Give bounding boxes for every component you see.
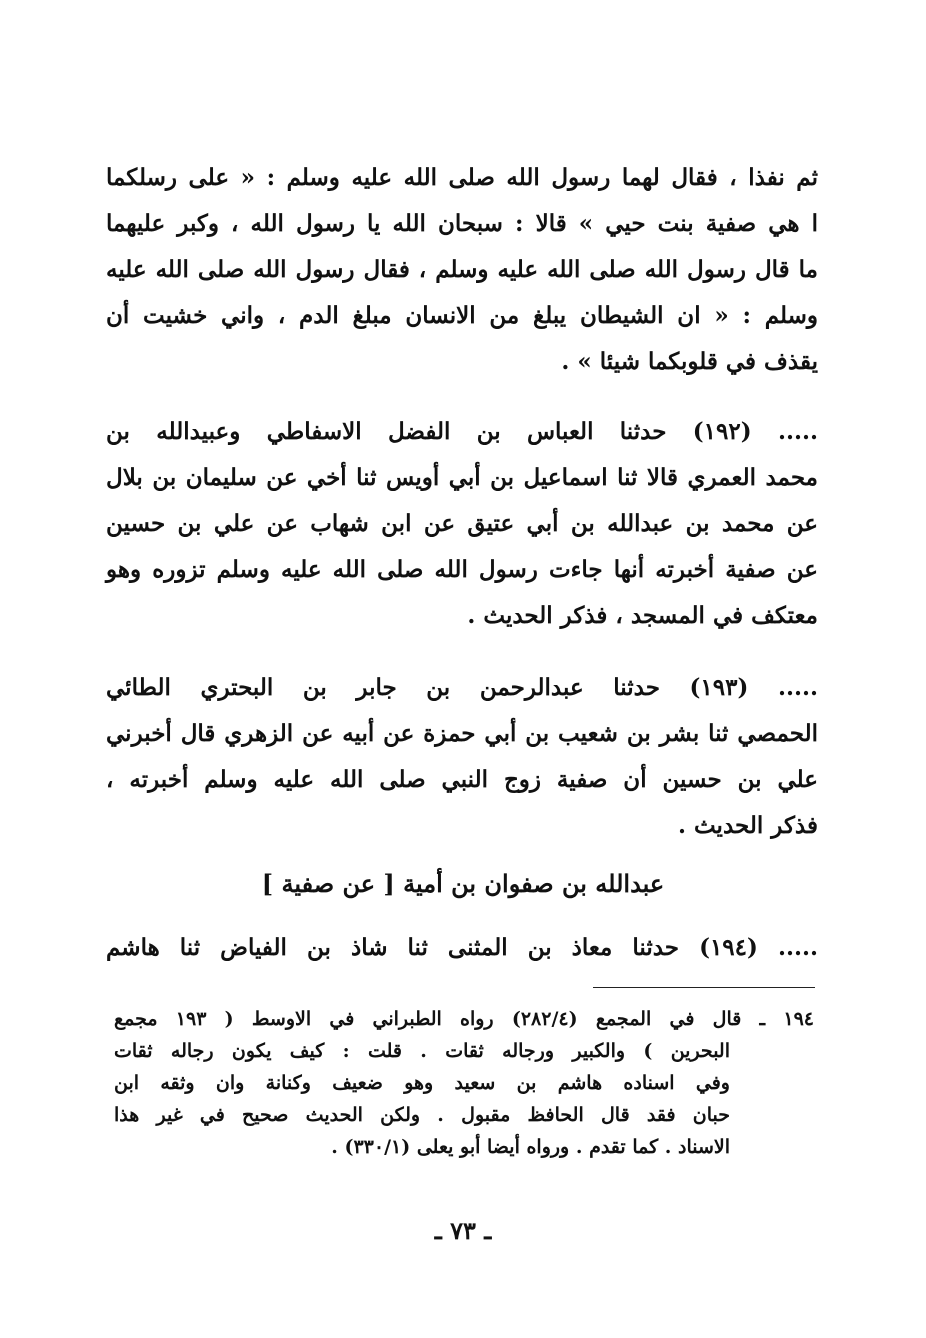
text-line: ما قال رسول الله صلى الله عليه وسلم ، فقال رسول الله صلى الله عليه bbox=[106, 256, 818, 283]
text-line: ثم نفذا ، فقال لهما رسول الله صلى الله عليه وسلم : « على رسلكما bbox=[106, 164, 818, 191]
footnote-line: وفي اسناده هاشم بن سعيد وهو ضعيف وكنانة وان وثقه ابن bbox=[114, 1072, 730, 1094]
text-line: يقذف في قلوبكما شيئا » . bbox=[561, 348, 818, 375]
footnote-line: البحرين ) والكبير ورجاله ثقات . قلت : كيف يكون رجاله ثقات bbox=[114, 1040, 730, 1062]
footnote-line: ١٩٤ ـ قال في المجمع (٢٨٢/٤) رواه الطبراني في الاوسط ( ١٩٣ مجمع bbox=[114, 1008, 814, 1030]
text-line: علي بن حسين أن صفية زوج النبي صلى الله عليه وسلم أخبرته ، bbox=[106, 766, 818, 793]
section-heading: عبدالله بن صفوان بن أمية [ عن صفية ] bbox=[261, 869, 665, 898]
text-line: وسلم : « ان الشيطان يبلغ من الانسان مبلغ الدم ، واني خشيت أن bbox=[106, 302, 818, 329]
text-line: ..... (١٩٢) حدثنا العباس بن الفضل الاسفاطي وعبيدالله بن bbox=[106, 418, 818, 445]
page-number: ـ ٧٣ ـ bbox=[434, 1216, 492, 1245]
footnote-line: الاسناد . كما تقدم . ورواه أيضا أبو يعلى (٣٣٠/١) . bbox=[331, 1136, 730, 1158]
text-line: ..... (١٩٤) حدثنا معاذ بن المثنى ثنا شاذ بن الفياض ثنا هاشم bbox=[106, 934, 818, 961]
footnote-line: حبان فقد قال الحافظ مقبول . ولكن الحديث صحيح في غير هذا bbox=[114, 1104, 730, 1126]
text-line: محمد العمري قالا ثنا اسماعيل بن أبي أويس ثنا أخي عن سليمان بن بلال bbox=[106, 464, 818, 491]
text-line: ا هي صفية بنت حيي » قالا : سبحان الله يا رسول الله ، وكبر عليهما bbox=[106, 210, 818, 237]
text-line: الحمصي ثنا بشر بن شعيب بن أبي حمزة عن أبيه عن الزهري قال أخبرني bbox=[106, 720, 818, 747]
text-line: ..... (١٩٣) حدثنا عبدالرحمن بن جابر بن البحتري الطائي bbox=[106, 674, 818, 701]
text-line: عن محمد بن عبدالله بن أبي عتيق عن ابن شهاب عن علي بن حسين bbox=[106, 510, 818, 537]
text-line: فذكر الحديث . bbox=[677, 812, 818, 839]
text-line: عن صفية أخبرته أنها جاءت رسول الله صلى الله عليه وسلم تزوره وهو bbox=[106, 556, 818, 583]
text-line: معتكف في المسجد ، فذكر الحديث . bbox=[467, 602, 818, 629]
footnote-separator bbox=[593, 987, 815, 988]
